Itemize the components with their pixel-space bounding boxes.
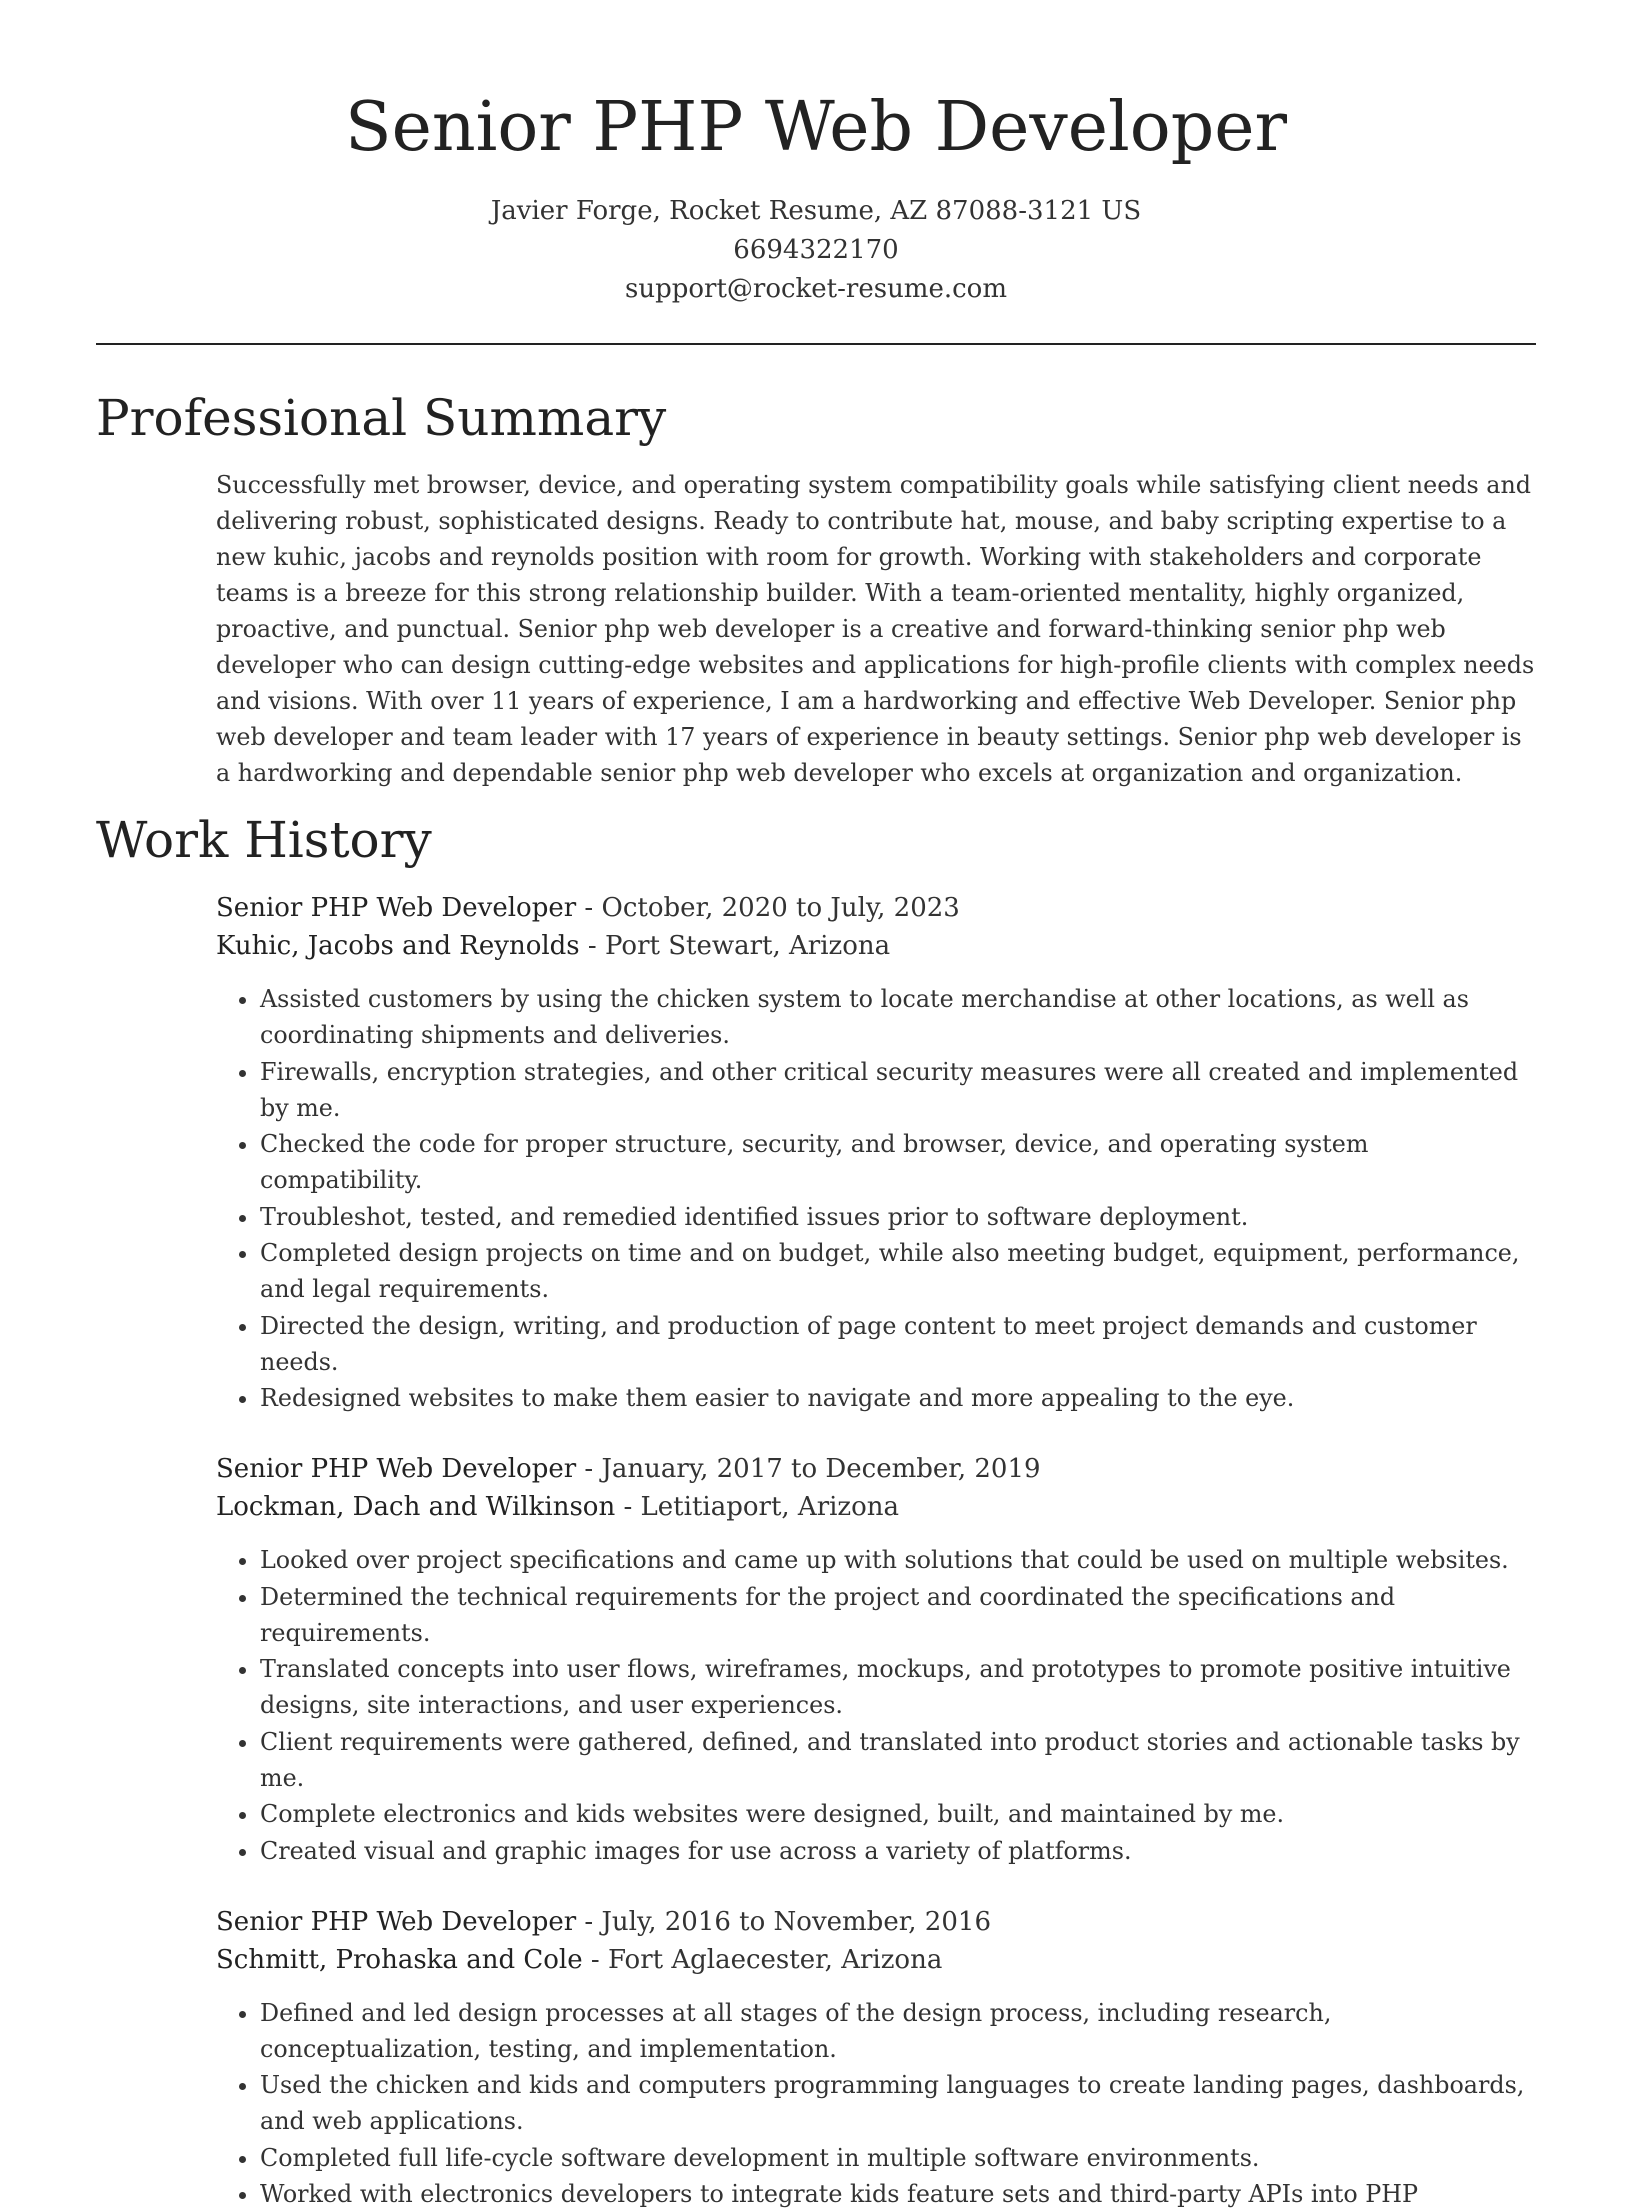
job-title-line <box>216 1450 1536 1488</box>
job-separator: - <box>615 1492 640 1522</box>
contact-phone: 6694322170 <box>0 231 1632 270</box>
job-bullet: • Completed full life-cycle software development in multiple software environments. <box>260 2140 1536 2176</box>
section-title-summary: Professional Summary <box>96 383 1632 453</box>
job-location: Port Stewart, Arizona <box>605 931 890 961</box>
job-bullet: • Firewalls, encryption strategies, and other critical security measures were all created and implemented by me. <box>260 1054 1536 1126</box>
job-location: Fort Aglaecester, Arizona <box>608 1945 942 1975</box>
job-company: Lockman, Dach and Wilkinson <box>216 1492 615 1522</box>
job-separator: - <box>583 1945 608 1975</box>
job-bullet-list <box>216 1995 1536 2212</box>
resume-header <box>0 0 1632 309</box>
job-bullet-list <box>216 981 1536 1416</box>
job-position: Senior PHP Web Developer <box>216 1907 576 1937</box>
job-company: Kuhic, Jacobs and Reynolds <box>216 931 580 961</box>
section-title-work-history: Work History <box>96 805 1632 875</box>
job-company-line <box>216 927 1536 965</box>
job-title-line <box>216 889 1536 927</box>
job-company: Schmitt, Prohaska and Cole <box>216 1945 583 1975</box>
job-bullet: • Assisted customers by using the chicken system to locate merchandise at other locations, as well as coordinating shipments and deliveries. <box>260 981 1536 1053</box>
job-entry <box>216 1450 1536 1869</box>
job-bullet: • Client requirements were gathered, defined, and translated into product stories and actionable tasks by me. <box>260 1724 1536 1796</box>
job-bullet: • Looked over project specifications and came up with solutions that could be used on multiple websites. <box>260 1542 1536 1578</box>
summary-text: Successfully met browser, device, and operating system compatibility goals while satisfying client needs and delivering robust, sophisticated designs. Ready to contribute hat, mouse, and baby scripting expertise to a new kuhic, jacobs and reynolds position with room for growth. Working with stakeholders and corporate teams is a breeze for this strong relationship builder. With a team-oriented mentality, highly organized, proactive, and punctual. Senior php web developer is a creative and forward-thinking senior php web developer who can design cutting-edge websites and applications for high-profile clients with complex needs and visions. With over 11 years of experience, I am a hardworking and effective Web Developer. Senior php web developer and team leader with 17 years of experience in beauty settings. Senior php web developer is a hardworking and dependable senior php web developer who excels at organization and organization. <box>216 467 1536 791</box>
job-bullet: • Troubleshot, tested, and remedied identified issues prior to software deployment. <box>260 1199 1536 1235</box>
job-dates: October, 2020 to July, 2023 <box>602 893 960 923</box>
contact-email: support@rocket-resume.com <box>0 270 1632 309</box>
job-entry <box>216 889 1536 1416</box>
job-title-line <box>216 1903 1536 1941</box>
job-separator: - <box>576 1454 601 1484</box>
job-position: Senior PHP Web Developer <box>216 1454 576 1484</box>
job-separator: - <box>576 893 601 923</box>
job-company-line <box>216 1941 1536 1979</box>
job-bullet: • Created visual and graphic images for use across a variety of platforms. <box>260 1833 1536 1869</box>
job-bullet: • Used the chicken and kids and computers programming languages to create landing pages, dashboards, and web applications. <box>260 2067 1536 2139</box>
job-bullet: • Defined and led design processes at all stages of the design process, including research, conceptualization, testing, and implementation. <box>260 1995 1536 2067</box>
job-company-line <box>216 1488 1536 1526</box>
job-dates: July, 2016 to November, 2016 <box>602 1907 991 1937</box>
job-separator: - <box>576 1907 601 1937</box>
job-bullet: • Determined the technical requirements for the project and coordinated the specifications and requirements. <box>260 1579 1536 1651</box>
job-bullet-list <box>216 1542 1536 1869</box>
resume-title: Senior PHP Web Developer <box>0 86 1632 170</box>
contact-block <box>0 192 1632 309</box>
job-location: Letitiaport, Arizona <box>641 1492 900 1522</box>
job-bullet: • Checked the code for proper structure, security, and browser, device, and operating system compatibility. <box>260 1126 1536 1198</box>
job-bullet: • Complete electronics and kids websites were designed, built, and maintained by me. <box>260 1796 1536 1832</box>
job-bullet: • Worked with electronics developers to integrate kids feature sets and third-party APIs into PHP <box>260 2176 1536 2212</box>
job-dates: January, 2017 to December, 2019 <box>602 1454 1041 1484</box>
contact-address: Javier Forge, Rocket Resume, AZ 87088-3121 US <box>0 192 1632 231</box>
job-separator: - <box>580 931 605 961</box>
job-bullet: • Redesigned websites to make them easier to navigate and more appealing to the eye. <box>260 1380 1536 1416</box>
job-position: Senior PHP Web Developer <box>216 893 576 923</box>
header-divider <box>96 343 1536 345</box>
job-entry <box>216 1903 1536 2212</box>
job-bullet: • Directed the design, writing, and production of page content to meet project demands and customer needs. <box>260 1308 1536 1380</box>
job-bullet: • Translated concepts into user flows, wireframes, mockups, and prototypes to promote positive intuitive designs, site interactions, and user experiences. <box>260 1651 1536 1723</box>
job-bullet: • Completed design projects on time and on budget, while also meeting budget, equipment, performance, and legal requirements. <box>260 1235 1536 1307</box>
